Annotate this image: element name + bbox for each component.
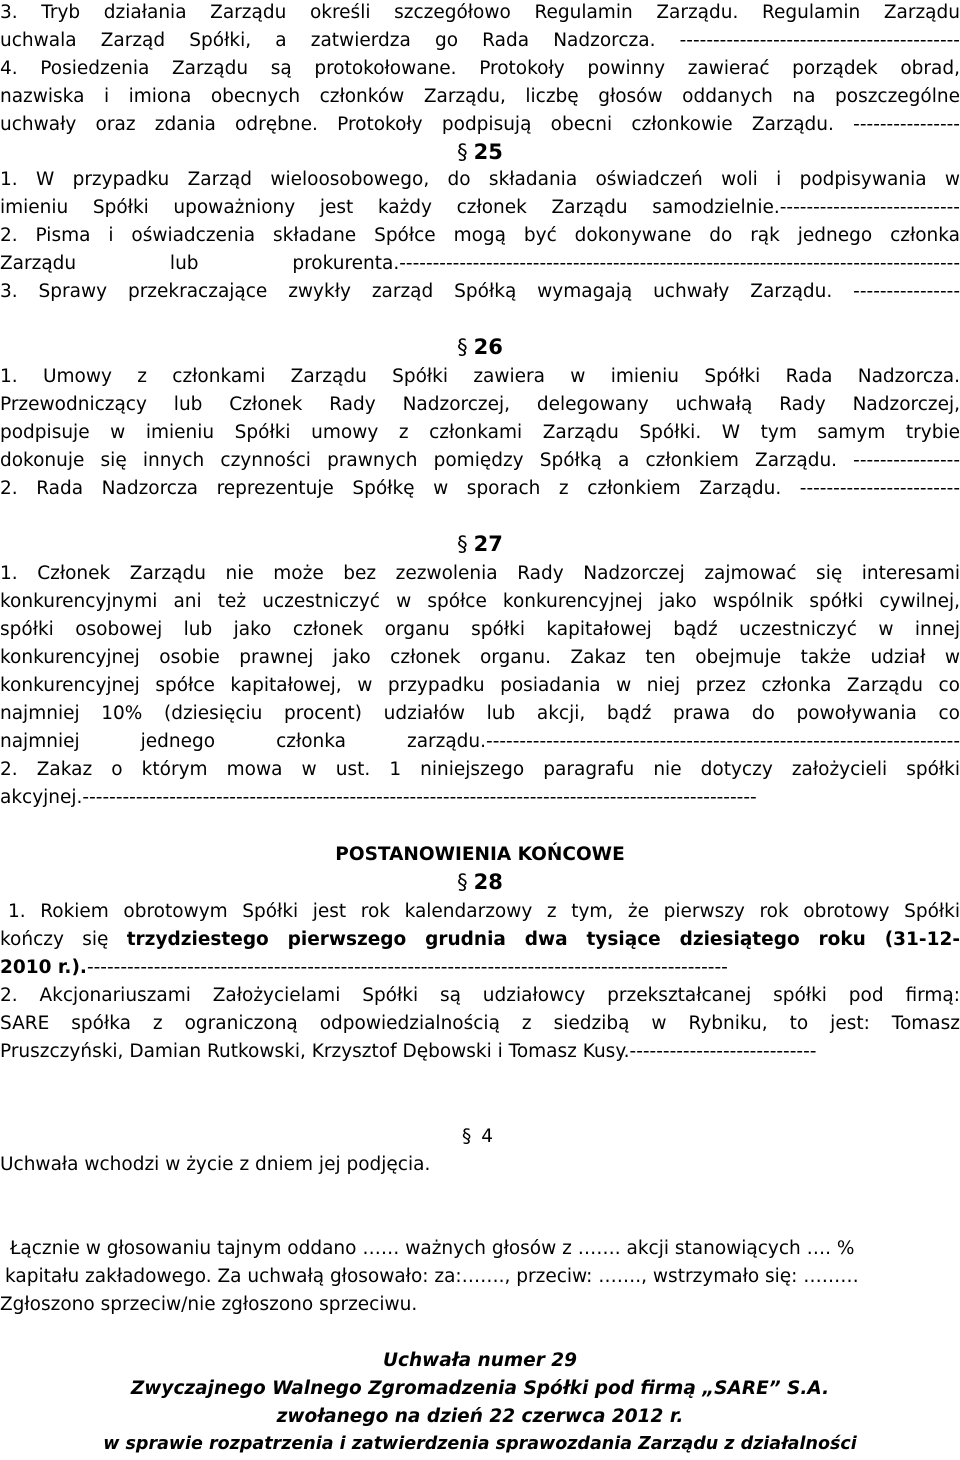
- section-heading-28: [0, 868, 960, 897]
- final-line1: 1. Rokiem obrotowym Spółki jest rok kalendarzowy z tym, że pierwszy rok obrotowy Spółki: [8, 901, 960, 922]
- final-line2: [0, 925, 960, 954]
- sec26-line5: 2. Rada Nadzorcza reprezentuje Spółkę w sporach z członkiem Zarządu. ------------------------: [0, 478, 960, 499]
- final-provisions-title: POSTANOWIENIA KOŃCOWE: [335, 844, 625, 865]
- sec26-line1: 1. Umowy z członkami Zarządu Spółki zawiera w imieniu Spółki Rada Nadzorcza.: [0, 366, 960, 387]
- section-number: 25: [473, 140, 503, 164]
- resolution-number: Uchwała numer 29: [382, 1350, 578, 1371]
- sec27-line1: 1. Członek Zarządu nie może bez zezwolenia Rady Nadzorczej zajmować się interesami: [0, 563, 960, 584]
- sec24-line5: uchwały oraz zdania odrębne. Protokoły podpisują obecni członkowie Zarządu. ----------------: [0, 114, 960, 135]
- sec27-line9: akcyjnej.-----------------------------------------------------------------------------------------------------: [0, 787, 757, 808]
- sec27-line6: najmniej 10% (dziesięciu procent) udziałów lub akcji, bądź prawa do powoływania co: [0, 703, 960, 724]
- voting-line1: Łącznie w głosowaniu tajnym oddano …… ważnych głosów z ……. akcji stanowiących …. %: [10, 1238, 855, 1259]
- sec25-line1: 1. W przypadku Zarząd wieloosobowego, do składania oświadczeń woli i podpisywania w: [0, 169, 960, 190]
- sec24-line1: 3. Tryb działania Zarządu określi szczegółowo Regulamin Zarządu. Regulamin Zarządu: [0, 2, 960, 23]
- final-line5: SARE spółka z ograniczoną odpowiedzialnością z siedzibą w Rybniku, to jest: Tomasz: [0, 1013, 960, 1034]
- resolution-subject: w sprawie rozpatrzenia i zatwierdzenia sprawozdania Zarządu z działalności: [103, 1434, 857, 1454]
- voting-line2: kapitału zakładowego. Za uchwałą głosowało: za:……., przeciw: ……., wstrzymało się: ………: [5, 1266, 859, 1287]
- sec27-line2: konkurencyjnymi ani też uczestniczyć w spółce konkurencyjnej jako wspólnik spółki cywilnej,: [0, 591, 960, 612]
- final-line6: Pruszczyński, Damian Rutkowski, Krzysztof Dębowski i Tomasz Kusy.----------------------------: [0, 1041, 817, 1062]
- section-number: 4: [481, 1126, 494, 1147]
- final-line3-bold: 2010 r.).: [0, 957, 87, 978]
- section-number: 26: [473, 335, 503, 359]
- section-number: 27: [473, 532, 503, 556]
- sec27-line7: najmniej jednego członka zarządu.-----------------------------------------------------------------------: [0, 731, 960, 752]
- paragraph-sign: §: [457, 140, 468, 164]
- final-line2-plain: kończy się: [0, 929, 127, 950]
- section-heading-4: [462, 1122, 662, 1151]
- paragraph-sign: §: [457, 335, 468, 359]
- sec25-line3: 2. Pisma i oświadczenia składane Spółce mogą być dokonywane do rąk jednego członka: [0, 225, 960, 246]
- effective-date-text: Uchwała wchodzi w życie z dniem jej podjęcia.: [0, 1154, 431, 1175]
- sec24-line4: nazwiska i imiona obecnych członków Zarządu, liczbę głosów oddanych na poszczególne: [0, 86, 960, 107]
- voting-line3: Zgłoszono sprzeciw/nie zgłoszono sprzeciwu.: [0, 1294, 418, 1315]
- sec25-line5: 3. Sprawy przekraczające zwykły zarząd Spółką wymagają uchwały Zarządu. ----------------: [0, 281, 960, 302]
- section-heading-27: [0, 530, 960, 559]
- sec27-line8: 2. Zakaz o którym mowa w ust. 1 niniejszego paragrafu nie dotyczy założycieli spółki: [0, 759, 960, 780]
- final-line3: [0, 953, 960, 982]
- resolution-assembly: Zwyczajnego Walnego Zgromadzenia Spółki pod firmą „SARE” S.A.: [130, 1378, 830, 1399]
- section-heading-26: [0, 333, 960, 362]
- sec26-line2: Przewodniczący lub Członek Rady Nadzorczej, delegowany uchwałą Rady Nadzorczej,: [0, 394, 960, 415]
- section-number: 28: [473, 870, 503, 894]
- sec24-line3: 4. Posiedzenia Zarządu są protokołowane. Protokoły powinny zawierać porządek obrad,: [0, 58, 960, 79]
- final-line4: 2. Akcjonariuszami Założycielami Spółki są udziałowcy przekształcanej spółki pod firmą:: [0, 985, 960, 1006]
- paragraph-sign: §: [457, 532, 468, 556]
- paragraph-sign: §: [457, 870, 468, 894]
- sec26-line3: podpisuje w imieniu Spółki umowy z członkami Zarządu Spółki. W tym samym trybie: [0, 422, 960, 443]
- sec24-line2: uchwala Zarząd Spółki, a zatwierdza go Rada Nadzorcza. ------------------------------------------: [0, 30, 960, 51]
- sec26-line4: dokonuje się innych czynności prawnych pomiędzy Spółką a członkiem Zarządu. ----------------: [0, 450, 960, 471]
- sec27-line3: spółki osobowej lub jako członek organu spółki kapitałowej bądź uczestniczyć w innej: [0, 619, 960, 640]
- resolution-date: zwołanego na dzień 22 czerwca 2012 r.: [276, 1406, 684, 1427]
- section-heading-25: [0, 138, 960, 167]
- paragraph-sign: §: [462, 1126, 472, 1147]
- final-line3-rest: ------------------------------------------------------------------------------------------------: [86, 957, 728, 978]
- sec25-line2: imieniu Spółki upoważniony jest każdy członek Zarządu samodzielnie.---------------------------: [0, 197, 960, 218]
- final-line2-bold: trzydziestego pierwszego grudnia dwa tysiące dziesiątego roku (31-12-: [126, 929, 960, 950]
- sec27-line5: konkurencyjnej spółce kapitałowej, w przypadku posiadania w niej przez członka Zarządu co: [0, 675, 960, 696]
- sec27-line4: konkurencyjnej osobie prawnej jako członek organu. Zakaz ten obejmuje także udział w: [0, 647, 960, 668]
- sec25-line4: Zarządu lub prokurenta.------------------------------------------------------------------------------------: [0, 253, 960, 274]
